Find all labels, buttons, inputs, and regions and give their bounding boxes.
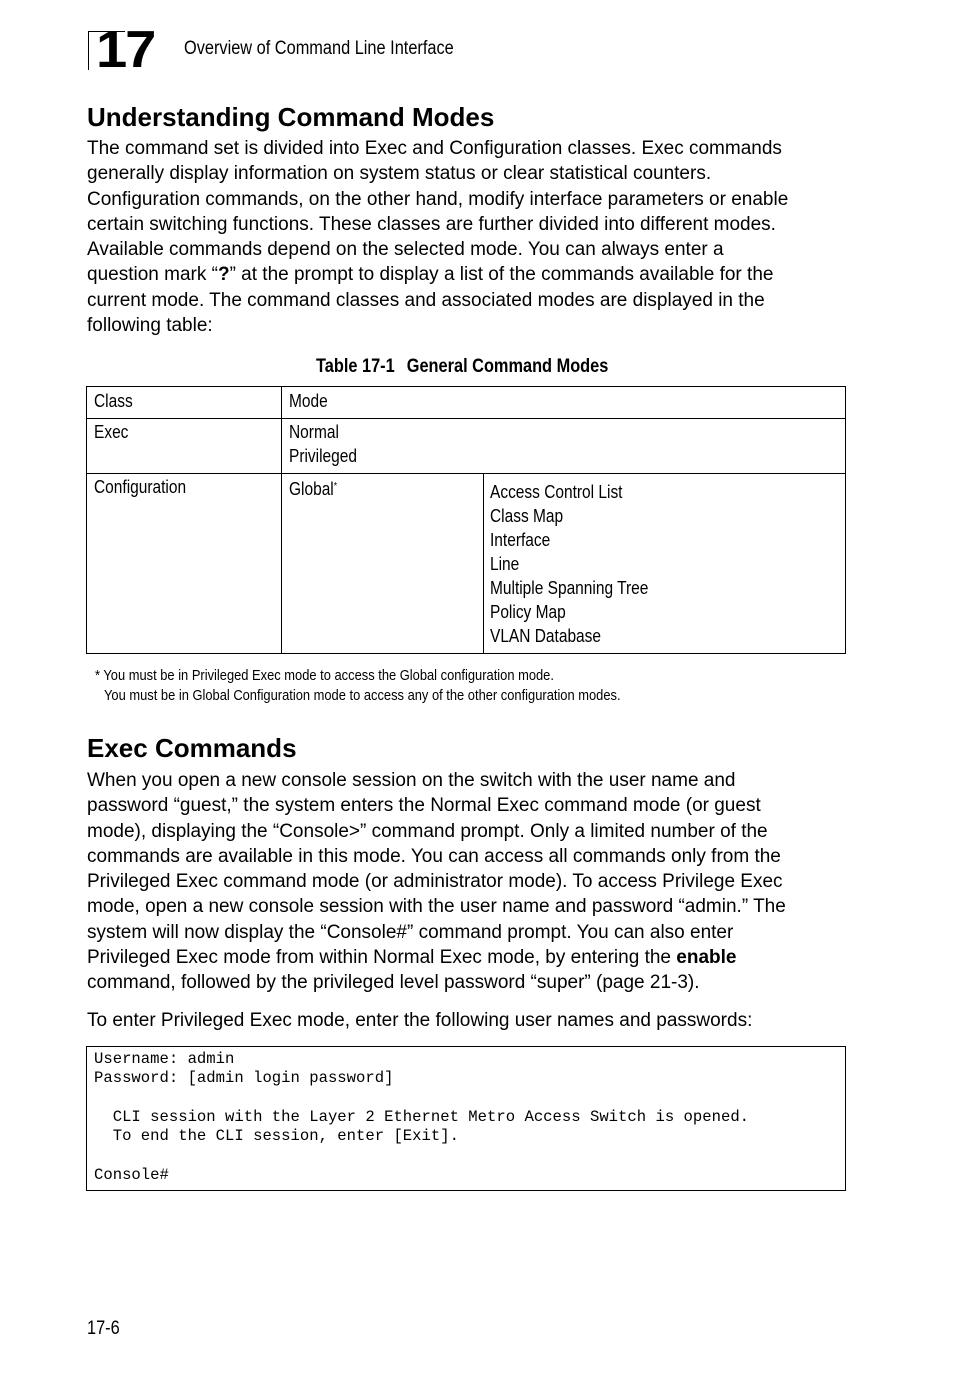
footnote-marker: * bbox=[333, 481, 338, 492]
code-line: Password: [admin login password] bbox=[94, 1069, 394, 1087]
paragraph-line: following table: bbox=[87, 315, 213, 337]
paragraph-line: generally display information on system status or clear statistical counters. bbox=[87, 163, 712, 185]
paragraph-line: mode, open a new console session with the user name and password “admin.” The bbox=[87, 896, 786, 918]
paragraph-line: certain switching functions. These classes are further divided into different modes. bbox=[87, 213, 776, 235]
table-caption-title: General Command Modes bbox=[406, 356, 609, 377]
submode-item: Access Control List bbox=[490, 482, 623, 502]
code-line: Console# bbox=[94, 1166, 169, 1184]
table-row-config-class-cell bbox=[86, 473, 282, 654]
submode-item: Interface bbox=[490, 530, 551, 550]
page-number: 17-6 bbox=[87, 1318, 120, 1339]
submode-item: Policy Map bbox=[490, 602, 566, 622]
table-row-exec-class-cell bbox=[86, 418, 282, 474]
table-header-mode-cell bbox=[281, 386, 846, 419]
config-mode-global bbox=[289, 477, 337, 501]
paragraph-line: When you open a new console session on the switch with the user name and bbox=[87, 770, 736, 791]
paragraph-line: mode), displaying the “Console>” command prompt. Only a limited number of the bbox=[87, 820, 768, 842]
paragraph-line: Configuration commands, on the other hand, modify interface parameters or enable bbox=[87, 188, 789, 210]
table-row-config-mode-cell bbox=[281, 473, 484, 654]
paragraph-line: current mode. The command classes and associated modes are displayed in the bbox=[87, 289, 765, 311]
text-run: ” at the prompt to display a list of the commands available for the bbox=[229, 264, 774, 286]
exec-mode-privileged: Privileged bbox=[289, 446, 357, 466]
paragraph-line bbox=[87, 262, 857, 287]
submode-item: Multiple Spanning Tree bbox=[490, 578, 649, 598]
paragraph-line: Privileged Exec command mode (or administrator mode). To access Privilege Exec bbox=[87, 871, 783, 893]
submode-item: Class Map bbox=[490, 506, 564, 526]
enable-command-bold: enable bbox=[676, 947, 737, 969]
paragraph-line: system will now display the “Console#” command prompt. You can also enter bbox=[87, 921, 734, 943]
text-run: question mark “ bbox=[87, 264, 218, 286]
code-line: To end the CLI session, enter [Exit]. bbox=[94, 1127, 459, 1145]
paragraph-line: commands are available in this mode. You can access all commands only from the bbox=[87, 845, 781, 867]
table-caption-label: Table 17-1 bbox=[316, 356, 395, 377]
running-title: Overview of Command Line Interface bbox=[184, 38, 454, 59]
paragraph-line: Available commands depend on the selected mode. You can always enter a bbox=[87, 239, 724, 261]
chapter-number: 17 bbox=[96, 21, 155, 79]
section-heading-exec-commands: Exec Commands bbox=[87, 733, 297, 763]
code-line: CLI session with the Layer 2 Ethernet Metro Access Switch is opened. bbox=[94, 1108, 750, 1126]
section-heading-command-modes: Understanding Command Modes bbox=[87, 102, 495, 132]
global-mode-label: Global bbox=[289, 479, 334, 499]
table-header-mode: Mode bbox=[289, 391, 328, 411]
exec-commands-paragraph bbox=[87, 768, 857, 996]
command-modes-paragraph bbox=[87, 136, 857, 338]
exec-class: Exec bbox=[94, 422, 129, 442]
table-header-class: Class bbox=[94, 391, 133, 411]
submode-item: VLAN Database bbox=[490, 626, 602, 646]
exec-mode-normal: Normal bbox=[289, 422, 339, 442]
text-run: Privileged Exec mode from within Normal Exec mode, by entering the bbox=[87, 947, 677, 969]
paragraph-line: To enter Privileged Exec mode, enter the following user names and passwords: bbox=[87, 1010, 753, 1031]
config-class: Configuration bbox=[94, 477, 187, 497]
paragraph-line bbox=[87, 945, 857, 970]
submode-item: Line bbox=[490, 554, 520, 574]
privileged-intro-line bbox=[87, 1008, 857, 1033]
paragraph-line: command, followed by the privileged level password “super” (page 21-3). bbox=[87, 972, 700, 994]
table-footnote: * You must be in Privileged Exec mode to access the Global configuration mode. bbox=[95, 667, 554, 684]
code-line: Username: admin bbox=[94, 1050, 235, 1068]
question-mark-bold: ? bbox=[217, 264, 230, 286]
paragraph-line: The command set is divided into Exec and Configuration classes. Exec commands bbox=[87, 138, 782, 159]
table-row-config-submodes-cell bbox=[483, 473, 846, 654]
command-modes-table bbox=[86, 386, 846, 654]
table-footnote: You must be in Global Configuration mode to access any of the other configuration modes. bbox=[104, 687, 621, 704]
table-header-class-cell bbox=[86, 386, 282, 419]
table-row-exec-mode-cell bbox=[281, 418, 846, 474]
paragraph-line: password “guest,” the system enters the Normal Exec command mode (or guest bbox=[87, 795, 761, 817]
code-example-box bbox=[86, 1046, 846, 1191]
table-caption bbox=[316, 356, 608, 378]
